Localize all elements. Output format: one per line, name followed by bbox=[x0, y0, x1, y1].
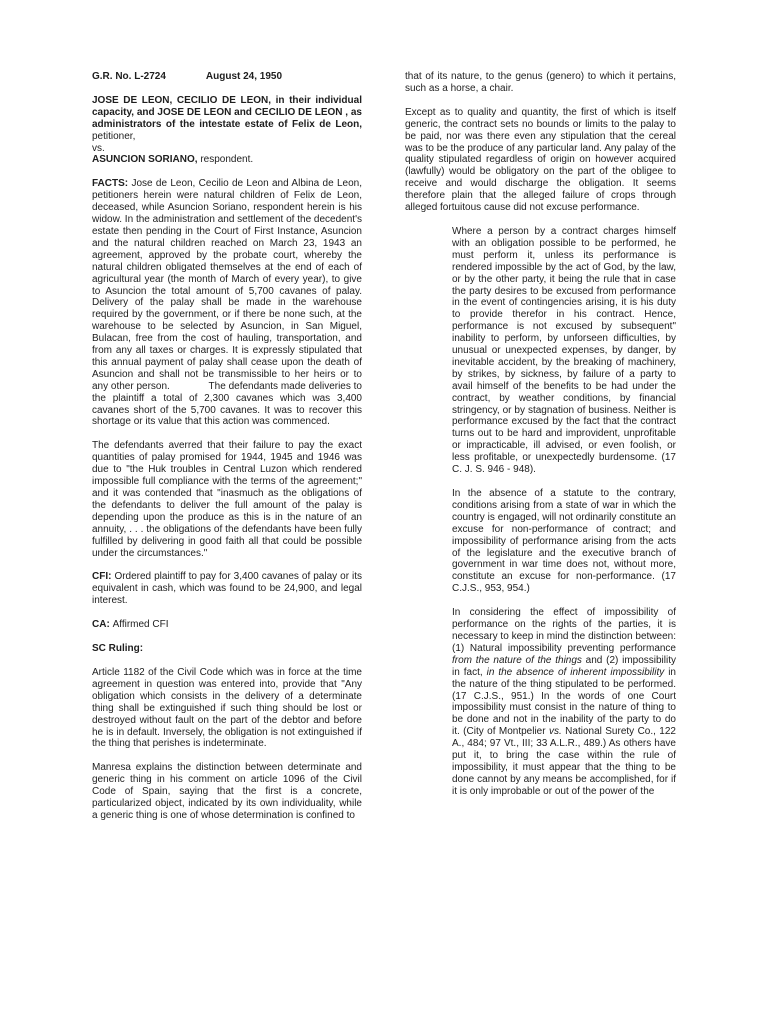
paragraph bbox=[92, 643, 362, 655]
paragraph bbox=[92, 440, 362, 559]
text-run: respondent. bbox=[200, 154, 254, 166]
bold-text-run: CA: bbox=[92, 619, 113, 631]
text-run: in the nature of the thing stipulated to be performed. (17 C.J.S., 951.) In the words of one Court impossibility must consist in the nature of thing to be done and not in the inability of the party to do it. (City of Montpelier bbox=[452, 666, 676, 738]
paragraph bbox=[92, 143, 362, 155]
paragraph bbox=[92, 619, 362, 631]
paragraph bbox=[92, 95, 362, 143]
text-run: Except as to quality and quantity, the first of which is itself generic, the contract sets no bounds or limits to the palay to be paid, nor was there even any stipulation that the cereal was to be the produce of any particular land. Any palay of the quality stipulated regardless of origin on however acquired (lawfully) would be obligatory on the part of the obligee to receive and would discharge the obligation. It seems therefore plain that the alleged failure of crops through alleged fortuitous cause did not excuse performance. bbox=[405, 106, 676, 214]
text-run: vs. bbox=[92, 142, 105, 154]
case-number: G.R. No. L-2724 bbox=[92, 71, 166, 82]
paragraph bbox=[405, 71, 676, 95]
text-run: In considering the effect of impossibility of performance on the rights of the parties, it is necessary to keep in mind the distinction between: (1) Natural impossibility preventing performance bbox=[452, 607, 676, 654]
italic-text-run: from the nature of the things bbox=[452, 654, 582, 666]
left-column-blocks bbox=[92, 95, 362, 822]
text-run: National Surety Co., 122 A., 484; 97 Vt., III; 33 A.L.R., 489.) As others have put it, to bring the case within the rule of impossibility, it must appear that the thing to be done cannot by any means be accomplished, for if it is only improbable or out of the power of the bbox=[452, 726, 676, 797]
bold-text-run: SC Ruling: bbox=[92, 643, 144, 655]
text-run: The defendants averred that their failure to pay the exact quantities of palay promised for 1944, 1945 and 1946 was due to "the Huk troubles in Central Luzon which rendered impossible full compliance with the terms of the agreement;" and it was contended that "inasmuch as the obligations of the defendants to deliver the full amount of the palay is depending upon the produce as this is in the nature of an annuity, . . . the obligations of the defendants have been fully fulfilled by delivering in good faith all that could be possible under the circumstances." bbox=[92, 440, 362, 559]
paragraph bbox=[92, 762, 362, 822]
bold-text-run: JOSE DE LEON, CECILIO DE LEON, in their individual capacity, and JOSE DE LEON and CECILIO DE LEON , as administrators of the intestate estate of Felix de Leon, bbox=[92, 94, 362, 130]
text-run: Article 1182 of the Civil Code which was in force at the time agreement in question was entered into, provide that "Any obligation which consists in the delivery of a determinate thing shall be extinguished if such thing should be lost or destroyed without fault on the part of the debtor and before he is in default. Inversely, the obligation is not extinguished if the thing that perishes is indeterminate. bbox=[92, 666, 362, 750]
right-column-blocks bbox=[405, 71, 676, 798]
text-run: Where a person by a contract charges himself with an obligation possible to be performed, he must perform it, unless its performance is rendered impossible by the act of God, by the law, or by the other party, it being the rule that in case the party desires to be excused from performance in the event of contingencies arising, it is his duty to provide therefor in his contract. Hence, performance is not excused by subsequent" inability to perform, by unforseen difficulties, by unusual or unexpected expenses, by danger, by inevitable accident, by the breaking of machinery, by strikes, by sickness, by failure of a party to avail himself of the benefits to be had under the contract, by weather conditions, by financial stringency, or by stagnation of business. Neither is performance excused by the fact that the contract turns out to be hard and improvident, unprofitable or impracticable, ill advised, or even foolish, or less profitable, or unexpectedly burdensome. (17 C. J. S. 946 - 948). bbox=[452, 225, 676, 476]
block-quote bbox=[452, 607, 676, 798]
bold-text-run: CFI: bbox=[92, 571, 115, 583]
case-date: August 24, 1950 bbox=[205, 71, 283, 82]
text-run: Jose de Leon, Cecilio de Leon and Albina de Leon, petitioners herein were natural children of Felix de Leon, deceased, while Asuncion Soriano, respondent herein is his widow. In the administration and settlement of the decedent's estate then pending in the Court of First Instance, Asuncion and the natural children reached on March 23, 1943 an agreement, approved by the probate court, whereby the natural children obligated themselves at the end of each of agricultural year (the month of March of every year), to give to Asuncion the total amount of 5,700 cavanes of palay. Delivery of the palay shall be made in the warehouse required by the government, or if there be none such, at the warehouse to be selected by Asuncion, in San Miguel, Bulacan, free from the cost of hauling, transportation, and from any all taxes or charges. It is expressly stipulated that this annual payment of palay shall cease upon the death of Asuncion and shall not be transmissible to her heirs or to any other person. The defendants made deliveries to the plaintiff a total of 2,300 cavanes which was 3,400 cavanes short of the 5,700 cavanes. It was to recover this shortage or its value that this action was commenced. bbox=[92, 178, 363, 428]
text-run: Manresa explains the distinction between determinate and generic thing in his comment on article 1096 of the Civil Code of Spain, saying that the first is a concrete, particularized object, indicated by its own individuality, while a generic thing is one of whose determination is confined to bbox=[92, 762, 362, 821]
text-run: petitioner, bbox=[92, 130, 136, 142]
two-column-layout bbox=[92, 71, 676, 834]
text-run: In the absence of a statute to the contrary, conditions arising from a state of war in which the country is engaged, will not ordinarily constitute an excuse for non-performance of contract; and impossibility of performance arising from the acts of the legislature and the executive branch of government in war time does not, without more, constitute an excuse for non-performance. (17 C.J.S., 953, 954.) bbox=[452, 488, 676, 595]
block-quote bbox=[452, 226, 676, 476]
bold-text-run: FACTS: bbox=[92, 178, 132, 190]
text-run: and (2) impossibility in fact, bbox=[452, 654, 676, 678]
text-run: that of its nature, to the genus (genero) to which it pertains, such as a horse, a chair. bbox=[405, 71, 676, 94]
left-column bbox=[92, 71, 362, 834]
paragraph bbox=[92, 178, 362, 428]
case-header bbox=[92, 71, 362, 83]
block-quote bbox=[452, 488, 676, 595]
paragraph bbox=[405, 107, 676, 214]
bold-text-run: ASUNCION SORIANO, bbox=[92, 154, 201, 166]
paragraph bbox=[92, 667, 362, 750]
text-run: Ordered plaintiff to pay for 3,400 cavanes of palay or its equivalent in cash, which was found to be 24,900, and legal interest. bbox=[92, 571, 363, 607]
italic-text-run: vs. bbox=[548, 726, 562, 738]
italic-text-run: in the absence of inherent impossibility bbox=[486, 666, 665, 678]
text-run: Affirmed CFI bbox=[112, 619, 169, 631]
right-column bbox=[405, 71, 676, 810]
paragraph bbox=[92, 571, 362, 607]
paragraph bbox=[92, 154, 362, 166]
